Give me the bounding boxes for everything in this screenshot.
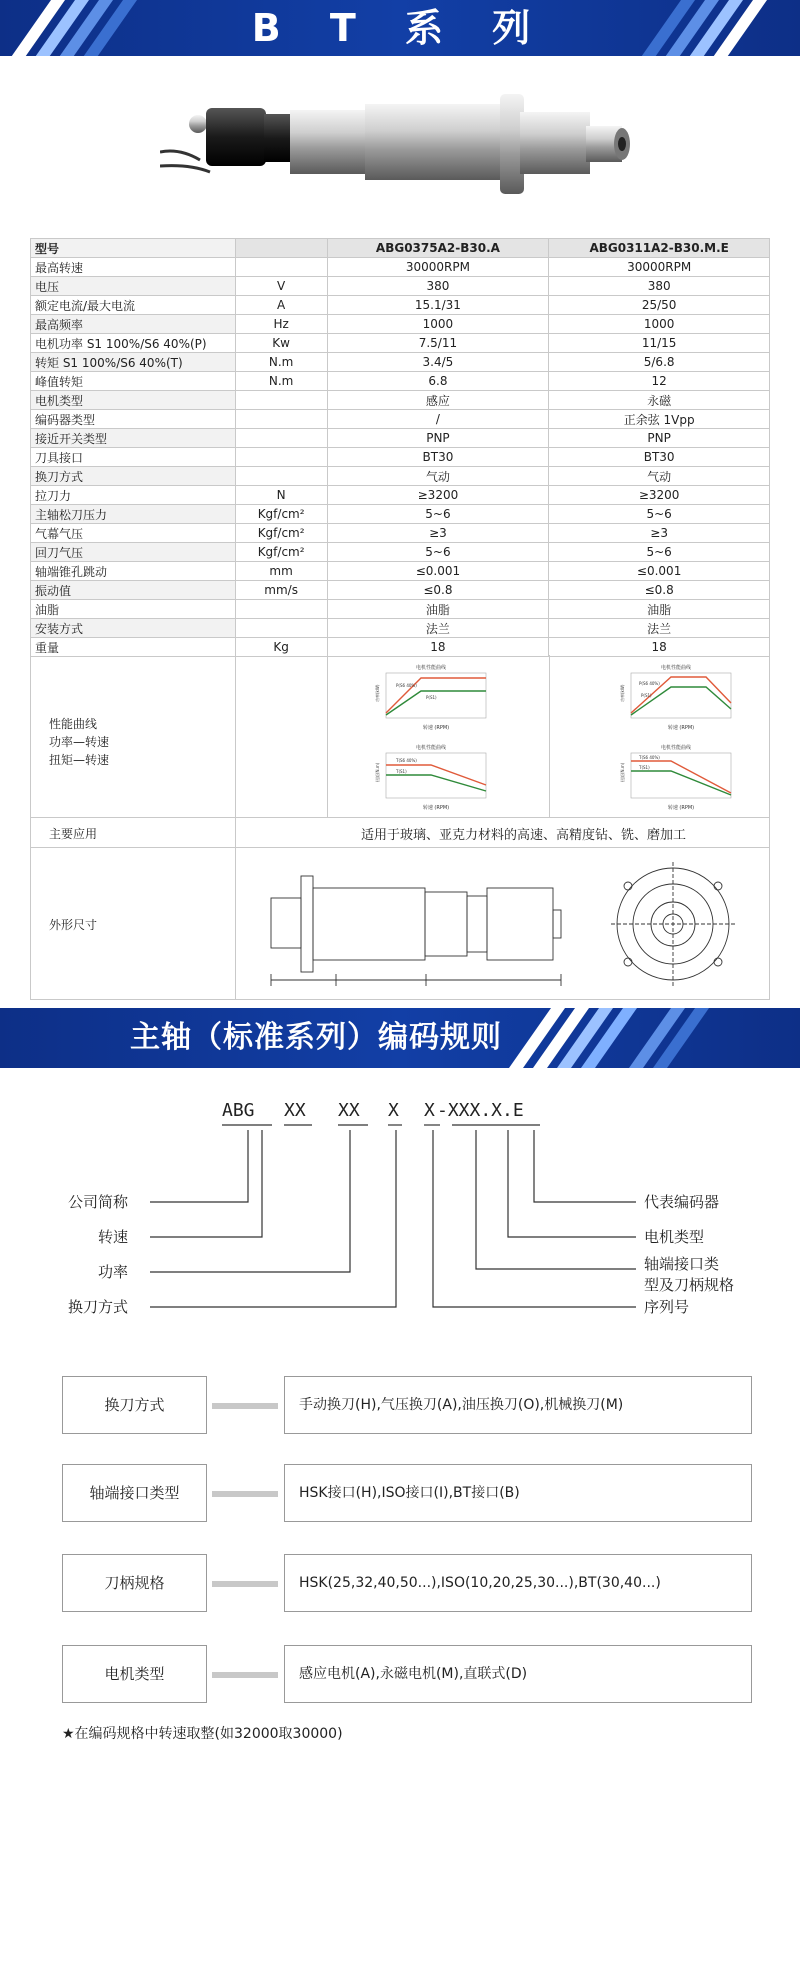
svg-text:P(S1): P(S1) (641, 693, 652, 698)
dimension-row (30, 848, 770, 1000)
def-dash (212, 1403, 278, 1409)
spec-cell (235, 410, 327, 429)
spec-cell: 法兰 (327, 619, 549, 638)
spec-cell: 回刀气压 (31, 543, 236, 562)
curve-a-power (366, 663, 496, 733)
spec-header-row (31, 239, 770, 258)
spec-cell: Hz (235, 315, 327, 334)
spec-cell: 电机功率 S1 100%/S6 40%(P) (31, 334, 236, 353)
label-encoder: 代表编码器 (644, 1193, 720, 1211)
svg-text:扭矩(N.m): 扭矩(N.m) (620, 762, 625, 782)
top-banner (0, 0, 800, 56)
spec-row (31, 353, 770, 372)
spec-cell: 18 (327, 638, 549, 657)
performance-curves-row (30, 655, 770, 818)
spec-cell: V (235, 277, 327, 296)
def-row-toolchange (62, 1376, 752, 1434)
svg-text:电机性能曲线: 电机性能曲线 (660, 665, 692, 671)
spec-cell: 振动值 (31, 581, 236, 600)
label-interface-2: 型及刀柄规格 (644, 1276, 735, 1294)
code-segment-abg: ABG (222, 1100, 255, 1121)
spec-cell: 油脂 (549, 600, 770, 619)
spec-cell: 电压 (31, 277, 236, 296)
svg-text:T(S6 40%): T(S6 40%) (396, 758, 417, 763)
spec-cell: 感应 (327, 391, 549, 410)
spec-cell: N.m (235, 372, 327, 391)
spec-cell: 最高转速 (31, 258, 236, 277)
spec-cell (235, 391, 327, 410)
svg-text:功率(kW): 功率(kW) (620, 684, 625, 702)
spec-cell: 接近开关类型 (31, 429, 236, 448)
spec-cell: N.m (235, 353, 327, 372)
application-text: 适用于玻璃、亚克力材料的高速、高精度钻、铣、磨加工 (361, 828, 687, 843)
spec-cell: 转矩 S1 100%/S6 40%(T) (31, 353, 236, 372)
code-segment-tail: -XXX.X.E (437, 1100, 524, 1121)
spec-cell: 380 (549, 277, 770, 296)
spec-cell: 正余弦 1Vpp (549, 410, 770, 429)
spec-row (31, 315, 770, 334)
spec-row (31, 562, 770, 581)
label-serial: 序列号 (644, 1298, 690, 1316)
svg-text:转速 (RPM): 转速 (RPM) (667, 725, 695, 731)
svg-text:电机性能曲线: 电机性能曲线 (660, 745, 692, 751)
svg-text:T(S1): T(S1) (639, 765, 650, 770)
spec-cell: 峰值转矩 (31, 372, 236, 391)
spec-row (31, 429, 770, 448)
spec-cell: ≥3 (327, 524, 549, 543)
banner2-stripes-2 (640, 1008, 760, 1068)
spec-cell: 1000 (549, 315, 770, 334)
def-value: 手动换刀(H),气压换刀(A),油压换刀(O),机械换刀(M) (284, 1376, 752, 1434)
code-segment-toolchange: X (388, 1100, 399, 1121)
label-motor: 电机类型 (644, 1228, 705, 1246)
spec-cell: 气动 (549, 467, 770, 486)
svg-text:P(S1): P(S1) (426, 695, 437, 700)
spec-cell: 25/50 (549, 296, 770, 315)
svg-text:转速 (RPM): 转速 (RPM) (667, 805, 695, 811)
spec-cell: 安装方式 (31, 619, 236, 638)
code-rule-diagram (0, 1095, 800, 1335)
note-text: ★在编码规格中转速取整(如32000取30000) (62, 1726, 343, 1742)
spec-cell: 6.8 (327, 372, 549, 391)
spec-cell: Kg (235, 638, 327, 657)
spec-cell: ≥3200 (549, 486, 770, 505)
spec-cell: ≤0.001 (549, 562, 770, 581)
spec-cell: ≥3200 (327, 486, 549, 505)
spec-cell: 30000RPM (549, 258, 770, 277)
spec-cell (235, 467, 327, 486)
spec-cell: 换刀方式 (31, 467, 236, 486)
spec-row (31, 524, 770, 543)
spec-cell: A (235, 296, 327, 315)
curve-b-power (611, 663, 741, 733)
spec-table (30, 238, 770, 657)
svg-text:P(S6 40%): P(S6 40%) (639, 681, 660, 686)
spec-cell: ABG0311A2-B30.M.E (549, 239, 770, 258)
svg-text:P(S6 40%): P(S6 40%) (396, 683, 417, 688)
label-toolchange: 换刀方式 (68, 1298, 129, 1316)
banner-stripes-right (650, 0, 770, 56)
spec-row (31, 372, 770, 391)
def-key: 刀柄规格 (62, 1554, 207, 1612)
spec-cell: PNP (549, 429, 770, 448)
spec-cell: 主轴松刀压力 (31, 505, 236, 524)
code-rule-title: 主轴（标准系列）编码规则 (130, 1020, 502, 1055)
spec-cell: 5~6 (327, 505, 549, 524)
code-segment-x: X (424, 1100, 435, 1121)
curves-label: 性能曲线 功率—转速 扭矩—转速 (49, 717, 110, 767)
spec-cell: 30000RPM (327, 258, 549, 277)
spec-cell: ABG0375A2-B30.A (327, 239, 549, 258)
spec-row (31, 638, 770, 657)
spec-cell: 5~6 (327, 543, 549, 562)
spec-cell: Kgf/cm² (235, 543, 327, 562)
def-value: 感应电机(A),永磁电机(M),直联式(D) (284, 1645, 752, 1703)
spec-cell: BT30 (549, 448, 770, 467)
svg-text:功率(kW): 功率(kW) (375, 684, 380, 702)
spec-cell: ≤0.8 (549, 581, 770, 600)
spec-cell: 5/6.8 (549, 353, 770, 372)
label-power: 功率 (98, 1263, 129, 1281)
application-label: 主要应用 (49, 827, 98, 841)
code-rule-banner (0, 1008, 800, 1068)
spec-cell: mm/s (235, 581, 327, 600)
spec-cell: / (327, 410, 549, 429)
def-key: 电机类型 (62, 1645, 207, 1703)
spec-row (31, 296, 770, 315)
def-dash (212, 1581, 278, 1587)
spec-cell: Kgf/cm² (235, 524, 327, 543)
spec-row (31, 391, 770, 410)
label-interface-1: 轴端接口类 (644, 1255, 720, 1273)
spec-cell: 永磁 (549, 391, 770, 410)
spec-cell (235, 619, 327, 638)
dimension-drawing (246, 858, 766, 993)
spec-row (31, 410, 770, 429)
spec-cell: PNP (327, 429, 549, 448)
spec-cell: 7.5/11 (327, 334, 549, 353)
spec-cell: 轴端锥孔跳动 (31, 562, 236, 581)
dimension-label: 外形尺寸 (49, 918, 98, 932)
spec-row (31, 600, 770, 619)
spec-cell: 油脂 (31, 600, 236, 619)
spec-row (31, 258, 770, 277)
spec-row (31, 467, 770, 486)
spec-row (31, 581, 770, 600)
spec-cell: 额定电流/最大电流 (31, 296, 236, 315)
def-row-motor (62, 1645, 752, 1703)
spec-cell (235, 239, 327, 258)
spec-cell: 电机类型 (31, 391, 236, 410)
spec-cell: 刀具接口 (31, 448, 236, 467)
spec-cell: 1000 (327, 315, 549, 334)
spec-cell: mm (235, 562, 327, 581)
banner-title: B T 系 列 (251, 6, 549, 50)
curve-a-torque (366, 743, 496, 813)
code-segment-speed: XX (284, 1100, 306, 1121)
spec-cell: 12 (549, 372, 770, 391)
spec-row (31, 334, 770, 353)
label-company: 公司简称 (68, 1193, 129, 1211)
def-key: 轴端接口类型 (62, 1464, 207, 1522)
banner2-stripes (520, 1008, 640, 1068)
spindle-product-image (160, 90, 640, 230)
application-row (30, 818, 770, 848)
label-speed: 转速 (98, 1228, 129, 1246)
spec-cell: Kgf/cm² (235, 505, 327, 524)
spec-cell: Kw (235, 334, 327, 353)
spec-cell: BT30 (327, 448, 549, 467)
svg-text:转速 (RPM): 转速 (RPM) (422, 805, 450, 811)
spec-cell: 拉刀力 (31, 486, 236, 505)
spec-cell: 型号 (31, 239, 236, 258)
spec-row (31, 448, 770, 467)
spec-cell (235, 429, 327, 448)
spec-cell: 重量 (31, 638, 236, 657)
svg-text:转速 (RPM): 转速 (RPM) (422, 725, 450, 731)
def-value: HSK(25,32,40,50...),ISO(10,20,25,30...),BT(30,40...) (284, 1554, 752, 1612)
spec-cell: ≤0.001 (327, 562, 549, 581)
spec-cell: 法兰 (549, 619, 770, 638)
svg-text:T(S1): T(S1) (396, 769, 407, 774)
spec-cell: 18 (549, 638, 770, 657)
spec-cell: 编码器类型 (31, 410, 236, 429)
spec-row (31, 277, 770, 296)
spec-cell: 3.4/5 (327, 353, 549, 372)
def-value: HSK接口(H),ISO接口(I),BT接口(B) (284, 1464, 752, 1522)
def-key: 换刀方式 (62, 1376, 207, 1434)
def-dash (212, 1491, 278, 1497)
spec-cell: 最高频率 (31, 315, 236, 334)
def-row-interface (62, 1464, 752, 1522)
spec-cell: ≥3 (549, 524, 770, 543)
spec-row (31, 486, 770, 505)
spec-row (31, 543, 770, 562)
spec-cell: 5~6 (549, 505, 770, 524)
spec-cell: 11/15 (549, 334, 770, 353)
spec-cell: 气动 (327, 467, 549, 486)
spec-cell: 气幕气压 (31, 524, 236, 543)
spec-cell (235, 600, 327, 619)
spec-row (31, 619, 770, 638)
svg-text:扭矩(N.m): 扭矩(N.m) (375, 762, 380, 782)
spec-cell (235, 258, 327, 277)
code-segment-power: XX (338, 1100, 360, 1121)
spec-cell: 380 (327, 277, 549, 296)
curve-b-torque (611, 743, 741, 813)
spec-cell: N (235, 486, 327, 505)
spec-cell: 15.1/31 (327, 296, 549, 315)
spec-cell (235, 448, 327, 467)
svg-text:电机性能曲线: 电机性能曲线 (415, 665, 447, 671)
spec-cell: ≤0.8 (327, 581, 549, 600)
svg-text:电机性能曲线: 电机性能曲线 (415, 745, 447, 751)
def-dash (212, 1672, 278, 1678)
spec-row (31, 505, 770, 524)
def-row-toolholder (62, 1554, 752, 1612)
spec-cell: 油脂 (327, 600, 549, 619)
svg-text:T(S6 40%): T(S6 40%) (639, 755, 660, 760)
spec-cell: 5~6 (549, 543, 770, 562)
